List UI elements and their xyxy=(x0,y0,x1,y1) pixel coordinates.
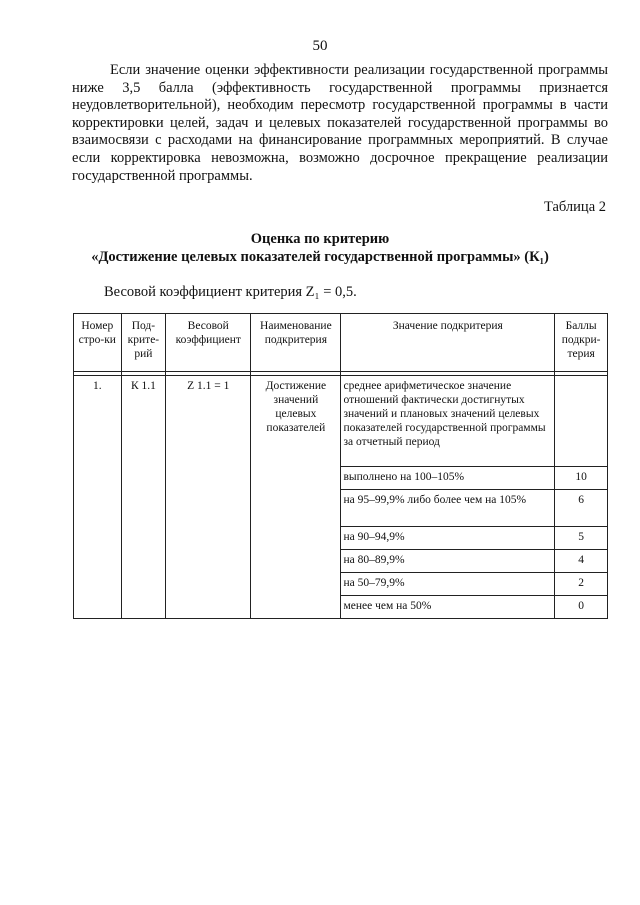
description-cell: среднее арифметическое значение отношений фактически достигнутых значений и плановых значений целевых показателей государственной программы за отчетный период xyxy=(341,376,555,467)
level-points: 5 xyxy=(555,527,608,550)
header-points: Баллы подкри-терия xyxy=(555,314,608,372)
header-row-number: Номер стро-ки xyxy=(74,314,122,372)
heading-line-2: «Достижение целевых показателей государственной программы» (К₁) xyxy=(91,249,549,265)
level-value: выполнено на 100–105% xyxy=(341,467,555,490)
level-points: 6 xyxy=(555,490,608,527)
level-value: на 80–89,9% xyxy=(341,550,555,573)
weight-cell: Z 1.1 = 1 xyxy=(166,376,251,619)
table-heading xyxy=(0,230,640,266)
level-points: 0 xyxy=(555,596,608,619)
criterion-table xyxy=(73,313,608,619)
intro-paragraph: Если значение оценки эффективности реализации государственной программы ниже 3,5 балла (эффективность государственной программы признается неудовлетворительной), необходим пересмотр государственной программы в части корректировки целей, задач и целевых показателей государственной программы во взаимосвязи с расходами на финансирование программных мероприятий. В случае если корректировка невозможна, возможно досрочное прекращение реализации государственной программы. xyxy=(72,62,608,184)
criterion-weight: Весовой коэффициент критерия Z₁ = 0,5. xyxy=(104,284,357,300)
header-value: Значение подкритерия xyxy=(341,314,555,372)
name-cell: Достижение значений целевых показателей xyxy=(251,376,341,619)
page-number: 50 xyxy=(312,38,328,54)
table-header-row xyxy=(74,314,608,372)
level-value: менее чем на 50% xyxy=(341,596,555,619)
level-value: на 50–79,9% xyxy=(341,573,555,596)
level-points: 10 xyxy=(555,467,608,490)
table-row xyxy=(74,376,608,467)
row-number-cell: 1. xyxy=(74,376,122,619)
subcriterion-cell: К 1.1 xyxy=(121,376,166,619)
description-points-cell xyxy=(555,376,608,467)
table-label: Таблица 2 xyxy=(543,199,606,215)
header-weight: Весовой коэффициент xyxy=(166,314,251,372)
header-name: Наименование подкритерия xyxy=(251,314,341,372)
heading-line-1: Оценка по критерию xyxy=(250,231,390,247)
header-subcriterion: Под-крите-рий xyxy=(121,314,166,372)
level-points: 2 xyxy=(555,573,608,596)
level-points: 4 xyxy=(555,550,608,573)
level-value: на 90–94,9% xyxy=(341,527,555,550)
level-value: на 95–99,9% либо более чем на 105% xyxy=(341,490,555,527)
